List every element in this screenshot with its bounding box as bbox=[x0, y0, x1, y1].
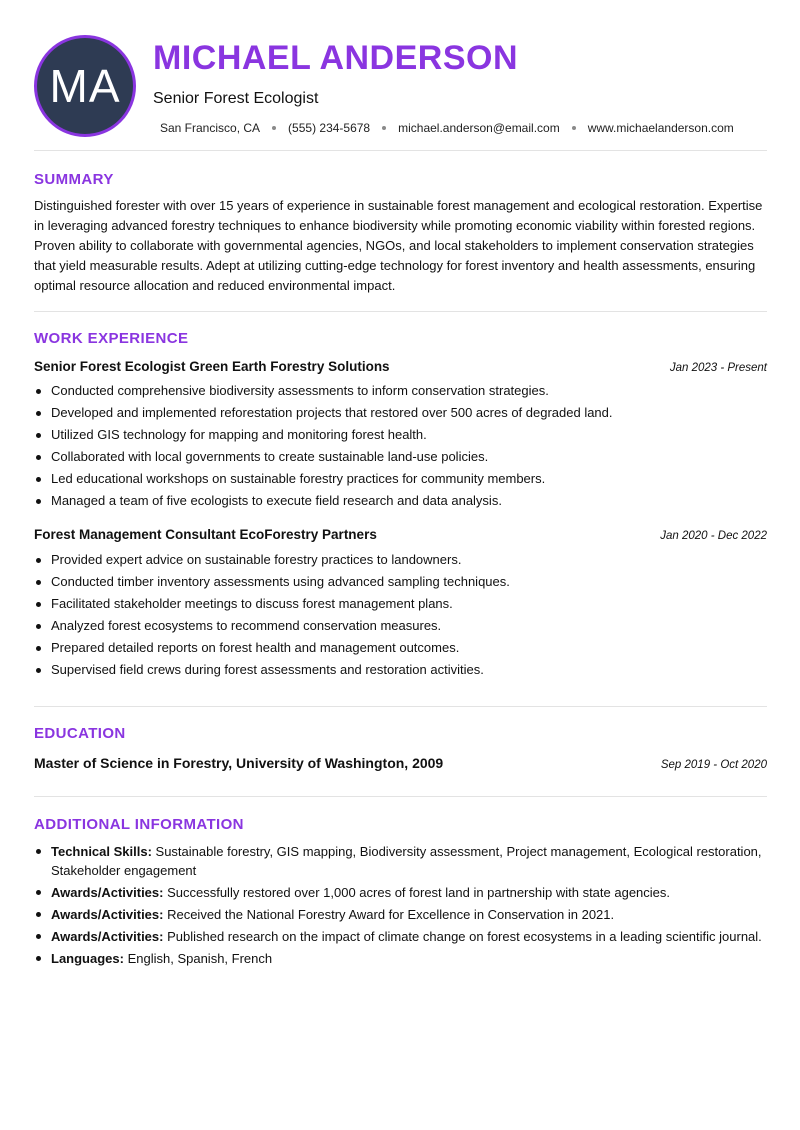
contact-email: michael.anderson@email.com bbox=[398, 121, 560, 135]
list-item: Provided expert advice on sustainable forestry practices to landowners. bbox=[34, 549, 767, 571]
avatar-initials: MA bbox=[49, 60, 121, 112]
job-dates: Jan 2020 - Dec 2022 bbox=[660, 530, 767, 542]
list-item: Led educational workshops on sustainable forestry practices for community members. bbox=[34, 468, 767, 490]
list-item bbox=[34, 927, 767, 946]
contact-row bbox=[160, 120, 734, 136]
education-dates: Sep 2019 - Oct 2020 bbox=[660, 759, 767, 771]
job-role: Forest Management Consultant EcoForestry Partners bbox=[34, 527, 377, 542]
contact-location: San Francisco, CA bbox=[160, 121, 261, 135]
list-item: Collaborated with local governments to create sustainable land-use policies. bbox=[34, 446, 767, 468]
education-heading: EDUCATION bbox=[34, 725, 126, 742]
list-item: Managed a team of five ecologists to execute field research and data analysis. bbox=[34, 490, 767, 512]
item-label: Languages: bbox=[51, 951, 124, 966]
item-text: Sustainable forestry, GIS mapping, Biodiversity assessment, Project management, Ecological restoration, Stakeholder engagement bbox=[51, 844, 762, 878]
divider bbox=[34, 706, 767, 707]
job-dates: Jan 2023 - Present bbox=[669, 362, 767, 374]
education-entry bbox=[34, 754, 767, 774]
list-item bbox=[34, 883, 767, 902]
contact-website: www.michaelanderson.com bbox=[587, 121, 734, 135]
divider bbox=[34, 311, 767, 312]
item-label: Technical Skills: bbox=[51, 844, 152, 859]
list-item: Prepared detailed reports on forest health and management outcomes. bbox=[34, 637, 767, 659]
summary-heading: SUMMARY bbox=[34, 171, 114, 188]
list-item: Facilitated stakeholder meetings to discuss forest management plans. bbox=[34, 593, 767, 615]
item-text: English, Spanish, French bbox=[123, 951, 273, 966]
job-header bbox=[34, 526, 767, 545]
contact-separator bbox=[272, 126, 276, 130]
contact-separator bbox=[382, 126, 386, 130]
summary-text: Distinguished forester with over 15 years of experience in sustainable forest management and ecological restoration. Expertise in leveraging advanced forestry techniques to enhance biodiversity while promoting economic viability within forested regions. Proven ability to collaborate with governmental agencies, NGOs, and local stakeholders to implement conservation strategies that yield measurable results. Adept at utilizing cutting-edge technology for forest inventory and health assessments, ensuring optimal resource allocation and reduced environmental impact. bbox=[34, 198, 763, 293]
contact-phone: (555) 234-5678 bbox=[288, 121, 371, 135]
item-label: Awards/Activities: bbox=[51, 907, 164, 922]
item-label: Awards/Activities: bbox=[51, 885, 164, 900]
list-item: Conducted timber inventory assessments using advanced sampling techniques. bbox=[34, 571, 767, 593]
candidate-title: Senior Forest Ecologist bbox=[153, 90, 319, 107]
item-text: Successfully restored over 1,000 acres of forest land in partnership with state agencies. bbox=[163, 885, 671, 900]
divider bbox=[34, 150, 767, 151]
list-item: Developed and implemented reforestation projects that restored over 500 acres of degraded land. bbox=[34, 402, 767, 424]
experience-heading: WORK EXPERIENCE bbox=[34, 330, 189, 347]
list-item bbox=[34, 949, 767, 968]
divider bbox=[34, 796, 767, 797]
item-text: Published research on the impact of climate change on forest ecosystems in a leading scientific journal. bbox=[163, 929, 762, 944]
contact-separator bbox=[572, 126, 576, 130]
education-degree: Master of Science in Forestry, University of Washington, 2009 bbox=[34, 755, 444, 771]
additional-heading: ADDITIONAL INFORMATION bbox=[34, 816, 244, 833]
item-text: Received the National Forestry Award for Excellence in Conservation in 2021. bbox=[163, 907, 615, 922]
additional-list bbox=[34, 842, 767, 971]
list-item: Utilized GIS technology for mapping and monitoring forest health. bbox=[34, 424, 767, 446]
avatar bbox=[34, 35, 136, 137]
list-item: Supervised field crews during forest assessments and restoration activities. bbox=[34, 659, 767, 681]
list-item bbox=[34, 905, 767, 924]
item-label: Awards/Activities: bbox=[51, 929, 164, 944]
job-role: Senior Forest Ecologist Green Earth Forestry Solutions bbox=[34, 359, 390, 374]
candidate-name: MICHAEL ANDERSON bbox=[153, 39, 519, 77]
job-bullets bbox=[34, 549, 767, 681]
job-header bbox=[34, 358, 767, 377]
list-item bbox=[34, 842, 767, 880]
job-bullets bbox=[34, 380, 767, 512]
list-item: Conducted comprehensive biodiversity assessments to inform conservation strategies. bbox=[34, 380, 767, 402]
list-item: Analyzed forest ecosystems to recommend conservation measures. bbox=[34, 615, 767, 637]
